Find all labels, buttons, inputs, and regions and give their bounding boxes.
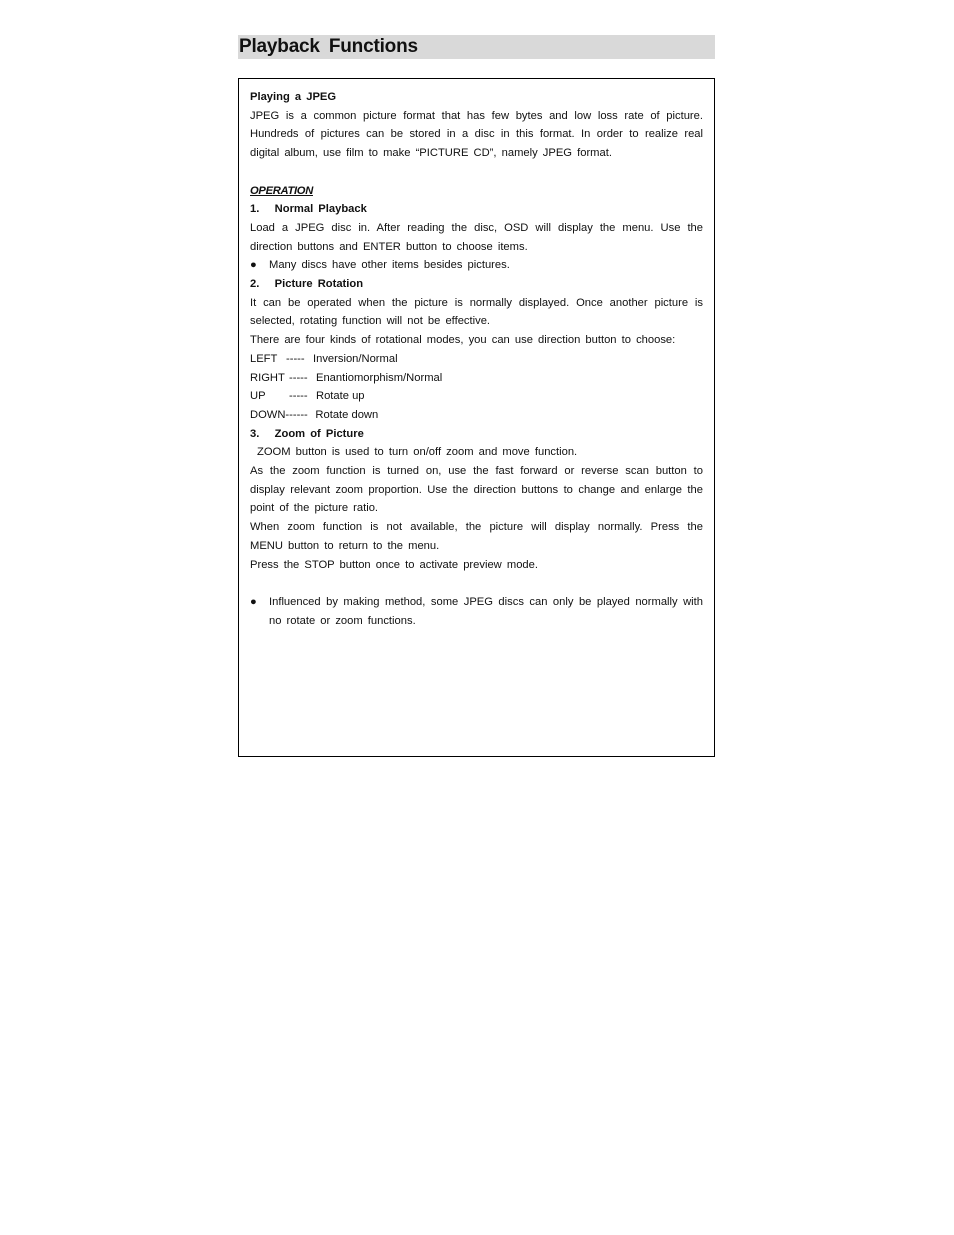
content-box bbox=[238, 78, 715, 757]
page-header bbox=[238, 35, 715, 59]
step-heading-picture-rotation: 2. Picture Rotation bbox=[250, 278, 364, 291]
intro-paragraph: JPEG is a common picture format that has few bytes and low loss rate of picture. Hundreds of pictures can be stored in a disc in this format. In order to realize real digital album, use film to make “PICTURE CD”, namely JPEG format. bbox=[250, 109, 703, 160]
mode-dash: ------ bbox=[285, 408, 308, 421]
mode-dash: ----- bbox=[289, 390, 308, 403]
spacer bbox=[250, 574, 703, 593]
step-paragraph: ZOOM button is used to turn on/off zoom and move function. bbox=[257, 446, 578, 459]
mode-key: RIGHT bbox=[250, 371, 285, 384]
bullet-item bbox=[250, 256, 703, 275]
mode-value: Rotate down bbox=[315, 408, 379, 421]
mode-key: LEFT bbox=[250, 352, 278, 365]
step-paragraph: It can be operated when the picture is normally displayed. Once another picture is selected, rotating function will not be effective. bbox=[250, 296, 703, 328]
step-paragraph: Press the STOP button once to activate preview mode. bbox=[250, 558, 538, 571]
mode-value: Enantiomorphism/Normal bbox=[316, 371, 443, 384]
mode-dash: ----- bbox=[286, 352, 305, 365]
final-note-bullet bbox=[250, 593, 703, 630]
mode-key: UP bbox=[250, 390, 266, 403]
mode-dash: ----- bbox=[289, 371, 308, 384]
bullet-icon: ● bbox=[250, 595, 257, 608]
step-paragraph: Load a JPEG disc in. After reading the disc, OSD will display the menu. Use the direction buttons and ENTER button to choose items. bbox=[250, 221, 703, 253]
section-title: Playing a JPEG bbox=[250, 91, 337, 103]
mode-key: DOWN bbox=[250, 408, 286, 421]
rotation-mode-row bbox=[250, 369, 703, 388]
step-paragraph: As the zoom function is turned on, use the fast forward or reverse scan button to display relevant zoom proportion. Use the direction buttons to change and enlarge the point of the picture ratio. bbox=[250, 465, 703, 515]
step-paragraph: There are four kinds of rotational modes, you can use direction button to choose: bbox=[250, 334, 676, 347]
mode-value: Inversion/Normal bbox=[313, 352, 398, 365]
bullet-icon: ● bbox=[250, 259, 257, 272]
step-heading-zoom-of-picture: 3. Zoom of Picture bbox=[250, 427, 364, 440]
rotation-mode-row bbox=[250, 350, 703, 369]
rotation-mode-row bbox=[250, 387, 703, 406]
page-title: Playback Functions bbox=[239, 36, 418, 57]
final-note-text: Influenced by making method, some JPEG discs can only be played normally with no rotate or zoom functions. bbox=[269, 595, 703, 627]
bullet-text: Many discs have other items besides pictures. bbox=[269, 259, 510, 272]
rotation-mode-row bbox=[250, 406, 703, 425]
step-heading-normal-playback: 1. Normal Playback bbox=[250, 203, 367, 216]
operation-label: OPERATION bbox=[250, 184, 313, 197]
spacer bbox=[250, 163, 703, 182]
step-paragraph: When zoom function is not available, the picture will display normally. Press the MENU button to return to the menu. bbox=[250, 521, 703, 552]
mode-value: Rotate up bbox=[316, 390, 365, 403]
